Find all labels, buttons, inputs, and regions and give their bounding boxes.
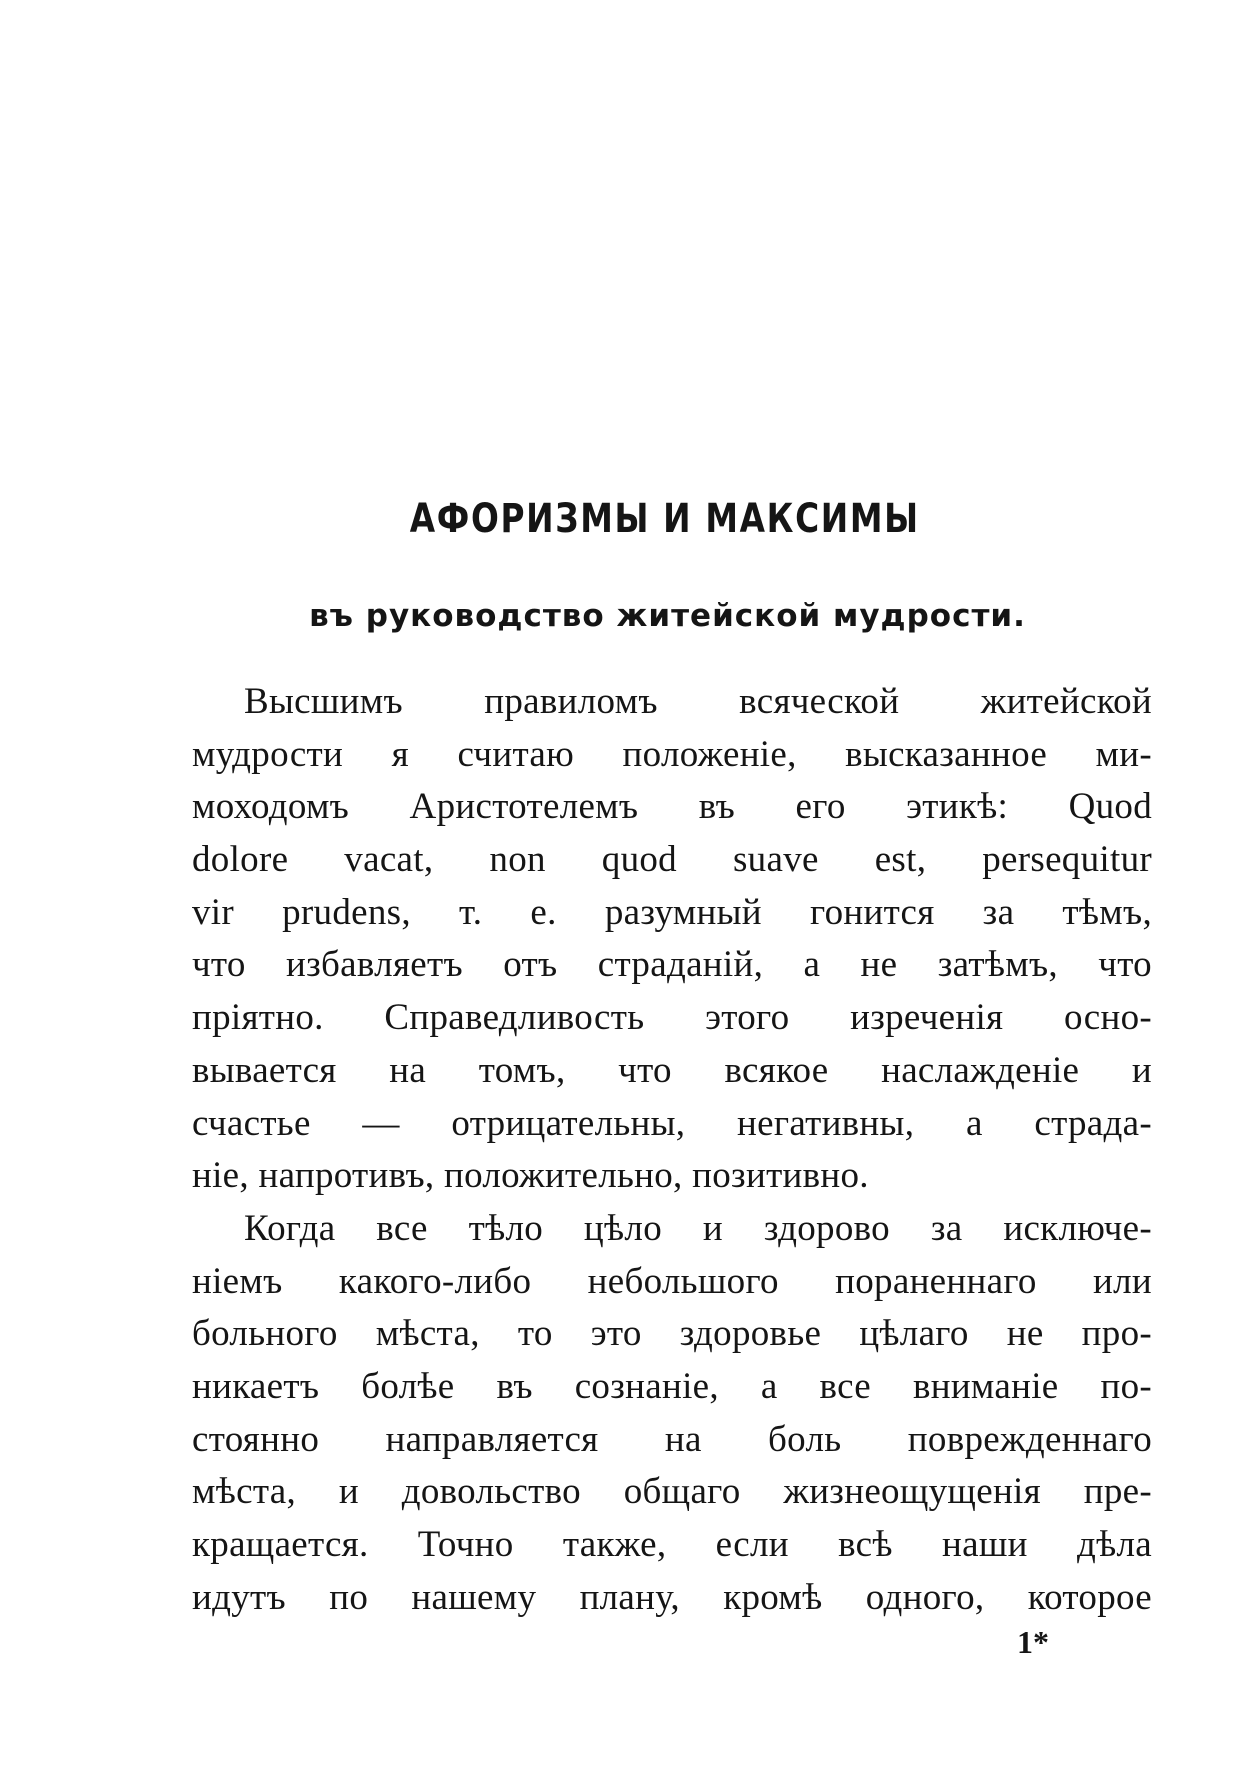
text-line: вывается на томъ, что всякое наслажденіе и [192, 1049, 1152, 1091]
text-line: Когда все тѣло цѣло и здорово за исключе- [244, 1207, 1152, 1249]
paragraph-1 [192, 676, 1152, 1203]
text-line: идутъ по нашему плану, кромѣ одного, которое [192, 1576, 1152, 1618]
text-line: стоянно направляется на боль поврежденнаго [192, 1418, 1152, 1460]
page-number: 1* [1017, 1624, 1049, 1660]
page-subtitle: въ руководство житейской мудрости. [309, 598, 1026, 634]
body-text [192, 676, 1152, 1624]
text-line: мѣста, и довольство общаго жизнеощущенія пре- [192, 1471, 1152, 1513]
text-line: Высшимъ правиломъ всяческой житейской [244, 681, 1152, 722]
text-line: счастье — отрицательны, негативны, а страда- [192, 1102, 1152, 1144]
text-line: ніемъ какого-либо небольшого пораненнаго или [192, 1260, 1152, 1302]
text-line: пріятно. Справедливость этого изреченія осно- [192, 997, 1152, 1039]
text-line: моходомъ Аристотелемъ въ его этикѣ: Quod [192, 786, 1152, 828]
text-line: dolore vacat, non quod suave est, persequitur [192, 839, 1152, 881]
text-line: ніе, напротивъ, положительно, позитивно. [192, 1155, 869, 1197]
text-line: что избавляетъ отъ страданій, а не затѣмъ, что [192, 944, 1152, 986]
text-line: никаетъ болѣе въ сознаніе, а все вниманіе по- [192, 1365, 1152, 1407]
text-line: vir prudens, т. е. разумный гонится за тѣмъ, [192, 891, 1152, 933]
text-line: мудрости я считаю положеніе, высказанное ми- [192, 733, 1152, 775]
page-title: АФОРИЗМЫ И МАКСИМЫ [409, 496, 920, 542]
text-line: больного мѣста, то это здоровье цѣлаго не про- [192, 1313, 1152, 1355]
paragraph-2 [192, 1203, 1152, 1625]
text-line: кращается. Точно также, если всѣ наши дѣла [192, 1524, 1152, 1565]
